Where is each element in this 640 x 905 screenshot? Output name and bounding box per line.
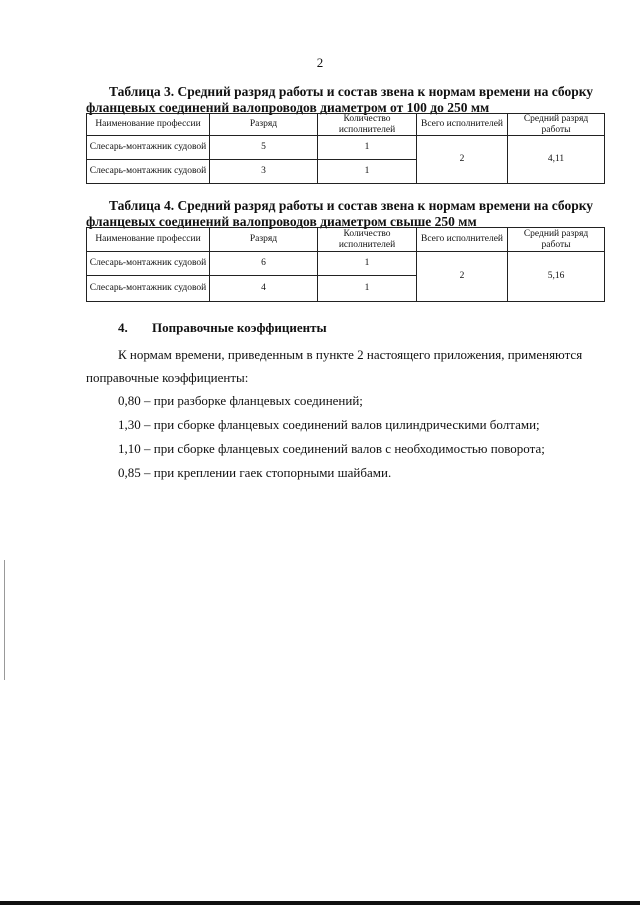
table3-row1-count: 1 [318, 136, 417, 160]
table-row [87, 252, 605, 276]
table4-header-row [87, 228, 605, 252]
table3-header-total: Всего исполнителей [417, 114, 508, 136]
table3-caption-line1: Таблица 3. Средний разряд работы и состав звена к нормам времени на сборку [108, 84, 594, 99]
table4-caption [86, 198, 606, 230]
section4-intro-line2: поправочные коэффициенты: [86, 370, 249, 385]
table3-row2-profession: Слесарь-монтажник судовой [87, 160, 210, 184]
table4 [86, 227, 605, 302]
table3-row1-grade: 5 [210, 136, 318, 160]
table3-header-grade: Разряд [210, 114, 318, 136]
table4-row2-profession: Слесарь-монтажник судовой [87, 276, 210, 302]
table3-row2-grade: 3 [210, 160, 318, 184]
table4-row2-grade: 4 [210, 276, 318, 302]
table3-header-profession: Наименование профессии [87, 114, 210, 136]
table3-row2-count: 1 [318, 160, 417, 184]
list-item: 0,80 – при разборке фланцевых соединений; [118, 393, 363, 408]
scan-margin-line [4, 560, 5, 680]
table4-row1-profession: Слесарь-монтажник судовой [87, 252, 210, 276]
page-number: 2 [316, 55, 324, 70]
table4-header-count: Количество исполнителей [318, 228, 417, 252]
table4-header-grade: Разряд [210, 228, 318, 252]
table4-header-avg: Средний разряд работы [508, 228, 605, 252]
table3 [86, 113, 605, 184]
table-row [87, 136, 605, 160]
table4-row1-count: 1 [318, 252, 417, 276]
table3-header-count: Количество исполнителей [318, 114, 417, 136]
section4-number: 4. [118, 320, 128, 335]
table4-total: 2 [417, 252, 508, 302]
table4-row2-count: 1 [318, 276, 417, 302]
list-item: 1,10 – при сборке фланцевых соединений валов с необходимостью поворота; [118, 441, 545, 456]
table3-header-avg: Средний разряд работы [508, 114, 605, 136]
table3-header-row [87, 114, 605, 136]
table3-avg: 4,11 [508, 136, 605, 184]
list-item: 0,85 – при креплении гаек стопорными шайбами. [118, 465, 392, 480]
table3-row1-profession: Слесарь-монтажник судовой [87, 136, 210, 160]
table3-caption-line2: фланцевых соединений валопроводов диаметром от 100 до 250 мм [86, 100, 490, 115]
table4-caption-line1: Таблица 4. Средний разряд работы и состав звена к нормам времени на сборку [108, 198, 594, 213]
table4-caption-line2: фланцевых соединений валопроводов диаметром свыше 250 мм [86, 214, 477, 229]
table4-avg: 5,16 [508, 252, 605, 302]
section4-heading [118, 320, 327, 336]
table4-row1-grade: 6 [210, 252, 318, 276]
section4-title: Поправочные коэффициенты [152, 320, 327, 335]
table4-header-total: Всего исполнителей [417, 228, 508, 252]
section4-intro-line1: К нормам времени, приведенным в пункте 2 настоящего приложения, применяются [118, 347, 583, 362]
table3-total: 2 [417, 136, 508, 184]
scan-bottom-edge [0, 901, 640, 905]
table4-header-profession: Наименование профессии [87, 228, 210, 252]
list-item: 1,30 – при сборке фланцевых соединений валов цилиндрическими болтами; [118, 417, 540, 432]
table3-caption [86, 84, 606, 116]
